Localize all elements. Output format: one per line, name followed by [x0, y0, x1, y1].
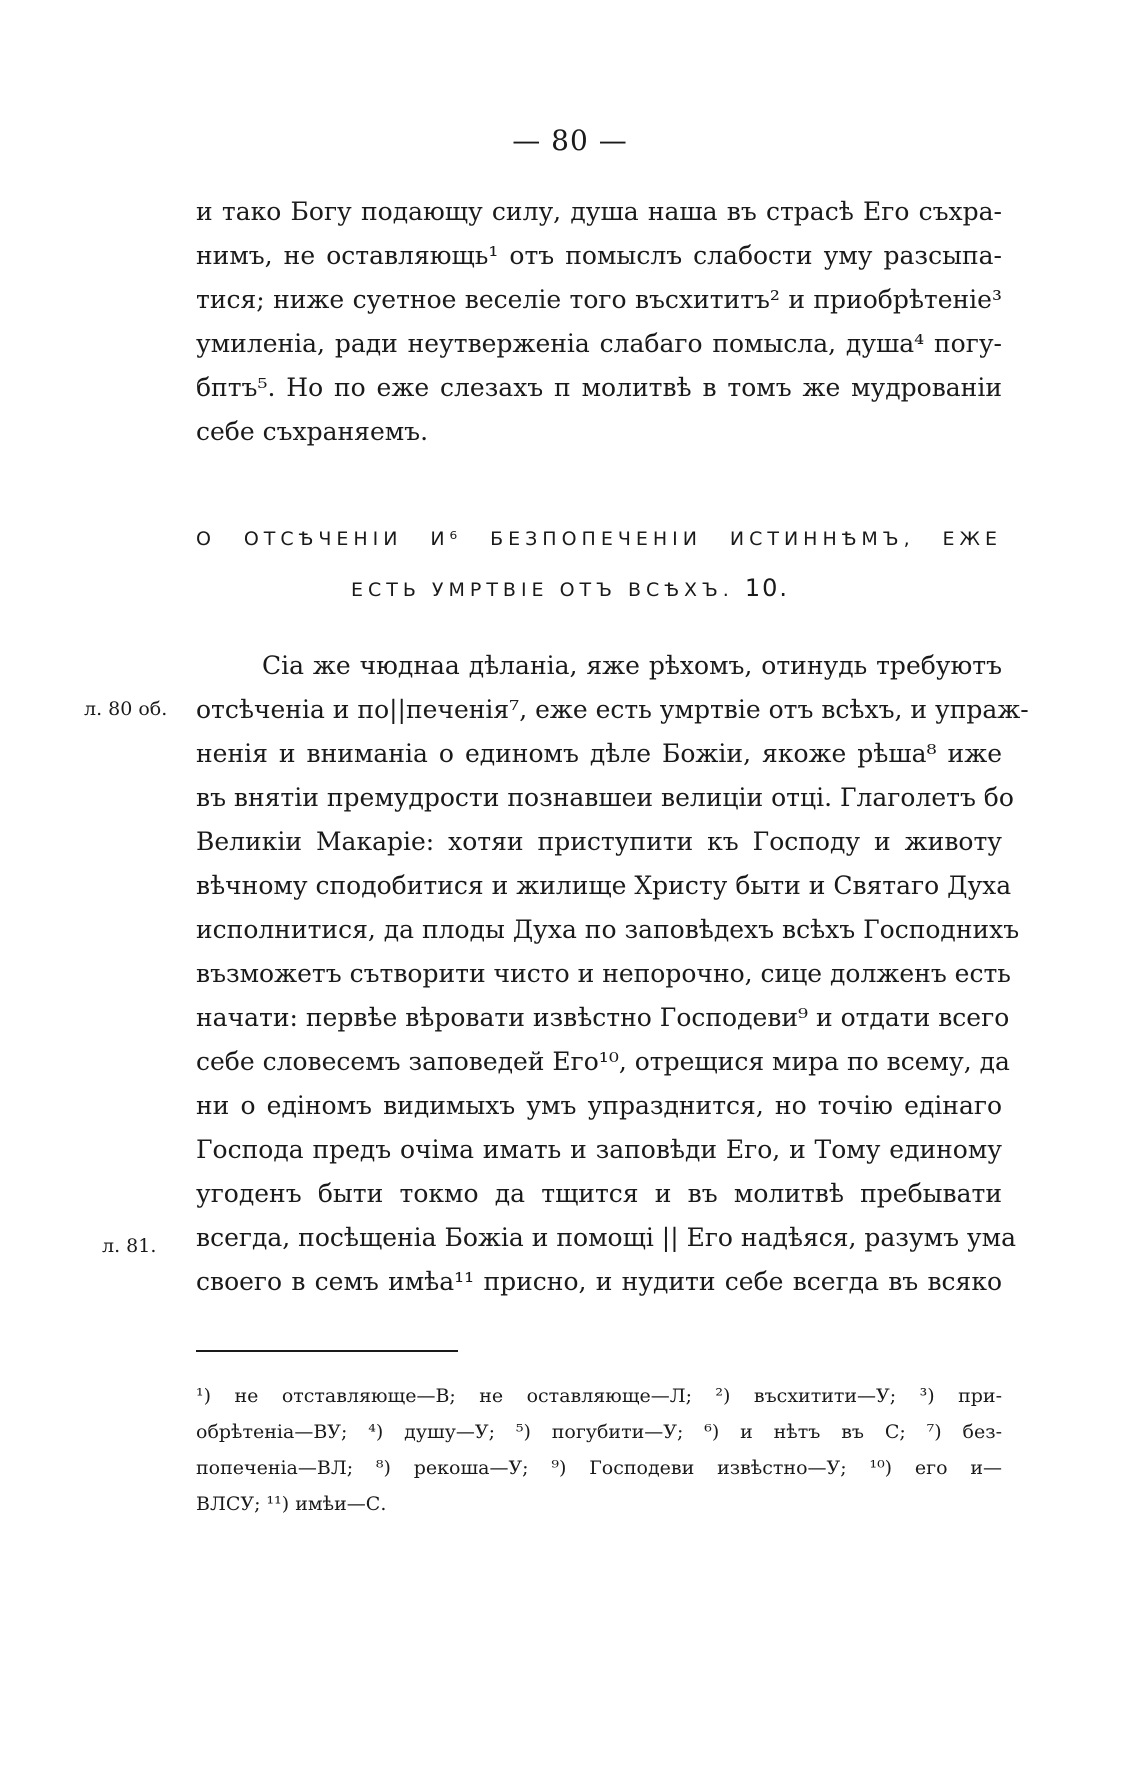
- text-line: възможетъ сътворити чисто и непорочно, сице долженъ есть: [196, 959, 1011, 988]
- chapter-heading-text-2: ЕСТЬ УМРТВІЕ ОТЪ ВСѢХЪ.: [350, 579, 734, 601]
- text-line: вѣчному сподобитися и жилище Христу быти и Святаго Духа: [196, 871, 1012, 900]
- text-line: въ внятіи премудрости познавшеи велиціи отці. Глаголетъ бо: [196, 783, 1014, 812]
- text-line: всегда, посѣщеніа Божіа и помощі || Его надѣяся, разумъ ума: [196, 1223, 1016, 1252]
- text-line: умиленіа, ради неутверженіа слабаго помысла, душа⁴ погу-: [196, 329, 1002, 358]
- text-line: ненія и вниманіа о единомъ дѣле Божіи, якоже рѣша⁸ иже: [196, 739, 1002, 768]
- text-line: угоденъ быти токмо да тщится и въ молитвѣ пребывати: [196, 1179, 1002, 1208]
- text-line: отсѣченіа и по||печенія⁷, еже есть умртвіе отъ всѣхъ, и упраж-: [196, 695, 1029, 724]
- text-line: исполнитися, да плоды Духа по заповѣдехъ всѣхъ Господнихъ: [196, 915, 1020, 944]
- footnote-divider: [196, 1350, 458, 1352]
- folio-margin-note: л. 81.: [102, 1235, 157, 1257]
- text-line: себе словесемъ заповедей Его¹⁰, отрещися мира по всему, да: [196, 1047, 1010, 1076]
- text-line: тися; ниже суетное веселіе того въсхититъ² и приобрѣтеніе³: [196, 285, 1002, 314]
- chapter-heading-line-1: [196, 528, 1002, 550]
- text-line: себе съхраняемъ.: [196, 417, 429, 446]
- text-line: Господа предъ очіма имать и заповѣди Его, и Тому единому: [196, 1135, 1002, 1164]
- text-line: нимъ, не оставляющь¹ отъ помыслъ слабости уму разсыпа-: [196, 241, 1002, 270]
- footnote-line: ¹) не отставляюще—В; не оставляюще—Л; ²) въсхитити—У; ³) при-: [196, 1385, 1002, 1407]
- folio-margin-note: л. 80 об.: [84, 698, 168, 720]
- page-number: — 80 —: [512, 124, 628, 157]
- text-line: ни о едіномъ видимыхъ умъ упразднится, но точію едінаго: [196, 1091, 1002, 1120]
- chapter-heading-line-2: [0, 574, 1140, 602]
- text-line: своего в семъ имѣа¹¹ присно, и нудити себе всегда въ всяко: [196, 1267, 1002, 1296]
- chapter-number: 10.: [744, 574, 790, 602]
- text-line: и тако Богу подающу силу, душа наша въ страсѣ Его съхра-: [196, 197, 1002, 226]
- footnote-line: обрѣтеніа—ВУ; ⁴) душу—У; ⁵) погубити—У; ⁶) и нѣтъ въ С; ⁷) без-: [196, 1421, 1002, 1443]
- footnote-line: ВЛСУ; ¹¹) имѣи—С.: [196, 1493, 387, 1515]
- text-line: начати: первѣе вѣровати извѣстно Господеви⁹ и отдати всего: [196, 1003, 1010, 1032]
- text-line: бптъ⁵. Но по еже слезахъ п молитвѣ в томъ же мудрованіи: [196, 373, 1002, 402]
- text-line: Великіи Макаріе: хотяи приступити къ Господу и животу: [196, 827, 1002, 856]
- text-line: Сіа же чюднаа дѣланіа, яже рѣхомъ, отинудь требуютъ: [262, 651, 1002, 680]
- footnote-line: попеченіа—ВЛ; ⁸) рекоша—У; ⁹) Господеви извѣстно—У; ¹⁰) его и—: [196, 1457, 1002, 1479]
- chapter-heading-text: О ОТСѢЧЕНІИ И⁶ БЕЗПОПЕЧЕНІИ ИСТИННѢМЪ, ЕЖЕ: [196, 528, 1002, 550]
